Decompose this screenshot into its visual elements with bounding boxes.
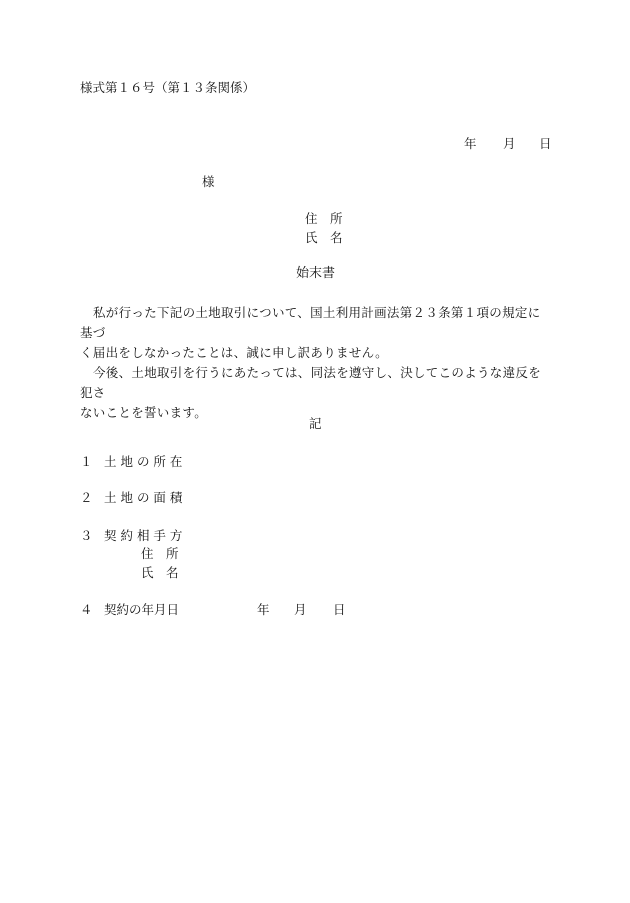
date-month: 月 [503, 136, 516, 151]
item-label: 契 約 相 手 方 [104, 528, 183, 543]
date-day: 日 [539, 136, 552, 151]
item-label: 土 地 の 所 在 [104, 454, 183, 469]
contract-month: 月 [294, 602, 307, 617]
ki-heading: 記 [309, 416, 322, 431]
body-line: 私が行った下記の土地取引について、国土利用計画法第２３条第１項の規定に基づ [80, 305, 541, 340]
item-address-label: 住 所 [141, 546, 179, 561]
document-title: 始末書 [296, 266, 336, 281]
form-header: 様式第１６号（第１３条関係） [80, 80, 256, 95]
item-number: ３ [80, 528, 93, 543]
item-label: 土 地 の 面 積 [104, 490, 183, 505]
item-number: ４ [80, 602, 93, 617]
body-line: 今後、土地取引を行うにあたっては、同法を遵守し、決してこのような違反を犯さ [80, 365, 542, 400]
addressee-suffix: 様 [202, 174, 215, 189]
item-number: １ [80, 454, 93, 469]
body-text [80, 303, 552, 423]
item-number: ２ [80, 490, 93, 505]
sender-address-label: 住 所 [305, 211, 343, 226]
sender-name-label: 氏 名 [305, 230, 343, 245]
body-line: ないことを誓います。 [80, 405, 208, 420]
contract-day: 日 [333, 602, 346, 617]
item-label: 契約の年月日 [104, 602, 180, 617]
item-name-label: 氏 名 [141, 565, 179, 580]
date-year: 年 [464, 136, 477, 151]
body-line: く届出をしなかったことは、誠に申し訳ありません。 [80, 345, 388, 360]
contract-year: 年 [257, 602, 270, 617]
